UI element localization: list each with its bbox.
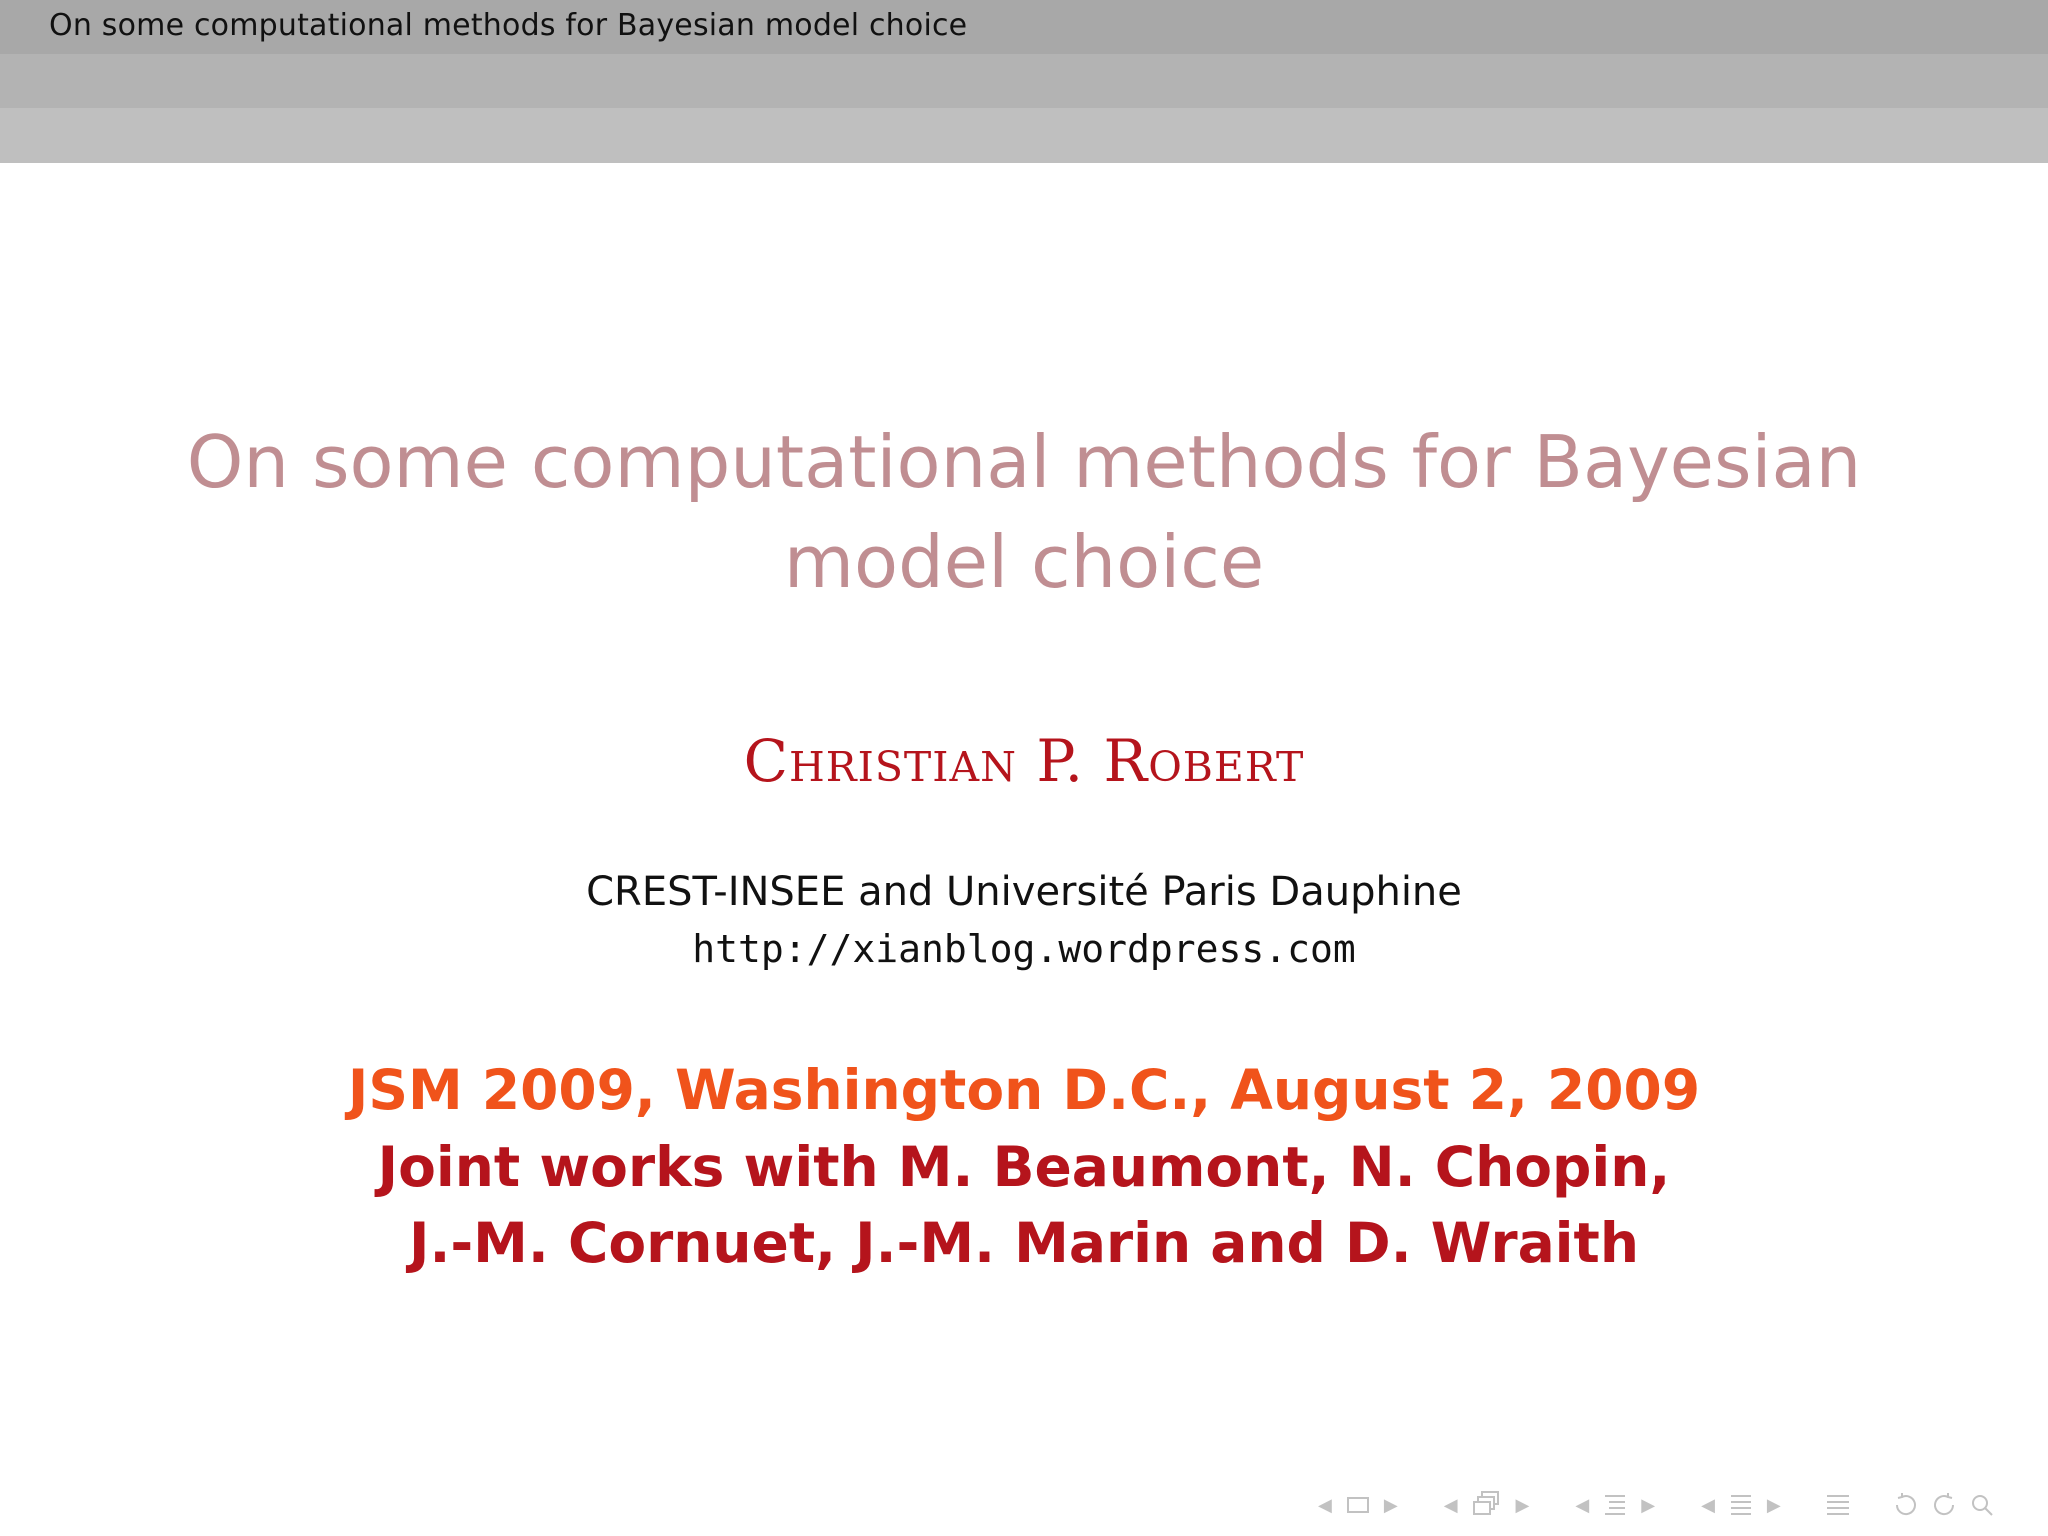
nav-document-group (1693, 1492, 1789, 1518)
frame-icon[interactable] (1346, 1495, 1370, 1515)
beamer-navigation-bar (1310, 1487, 2030, 1523)
collaborators-line: J.-M. Cornuet, J.-M. Marin and D. Wraith (409, 1211, 1639, 1275)
arrow-left-icon[interactable]: ◀ (1443, 1494, 1458, 1516)
nav-subsection-group (1436, 1490, 1538, 1520)
arrow-right-icon[interactable]: ▶ (1515, 1494, 1530, 1516)
collaborators (0, 1129, 2048, 1281)
conference-info: JSM 2009, Washington D.C., August 2, 2009 (347, 1058, 1701, 1122)
document-icon[interactable] (1729, 1492, 1753, 1518)
arrow-left-icon[interactable]: ◀ (1701, 1494, 1715, 1516)
header-band-middle (0, 54, 2048, 108)
header-band-bottom (0, 108, 2048, 163)
arrow-right-icon[interactable]: ▶ (1766, 1494, 1781, 1516)
search-icon[interactable] (1969, 1492, 1995, 1518)
slide-title-line: model choice (783, 520, 1265, 604)
subsection-icon[interactable] (1472, 1490, 1502, 1520)
arrow-left-icon[interactable]: ◀ (1575, 1494, 1590, 1516)
undo-icon[interactable] (1893, 1492, 1919, 1518)
section-icon[interactable] (1603, 1492, 1627, 1518)
author-url[interactable]: http://xianblog.wordpress.com (692, 927, 1356, 971)
nav-section-group (1567, 1492, 1663, 1518)
author-affiliation: CREST-INSEE and Université Paris Dauphine (586, 869, 1462, 915)
header-band-top (0, 0, 2048, 54)
nav-search-group (1887, 1492, 2001, 1518)
arrow-right-icon[interactable]: ▶ (1641, 1494, 1656, 1516)
appendix-icon[interactable] (1825, 1492, 1851, 1518)
collaborators-line: Joint works with M. Beaumont, N. Chopin, (377, 1135, 1671, 1199)
arrow-right-icon[interactable]: ▶ (1383, 1494, 1398, 1516)
redo-icon[interactable] (1931, 1492, 1957, 1518)
author-name: Christian P. Robert (743, 727, 1305, 795)
nav-appendix-group (1819, 1492, 1857, 1518)
slide-title-line: On some computational methods for Bayesian (186, 420, 1862, 504)
slide-title (0, 412, 2048, 612)
nav-frame-group (1310, 1495, 1406, 1516)
arrow-left-icon[interactable]: ◀ (1318, 1494, 1332, 1516)
header-title: On some computational methods for Bayesian model choice (49, 8, 968, 43)
